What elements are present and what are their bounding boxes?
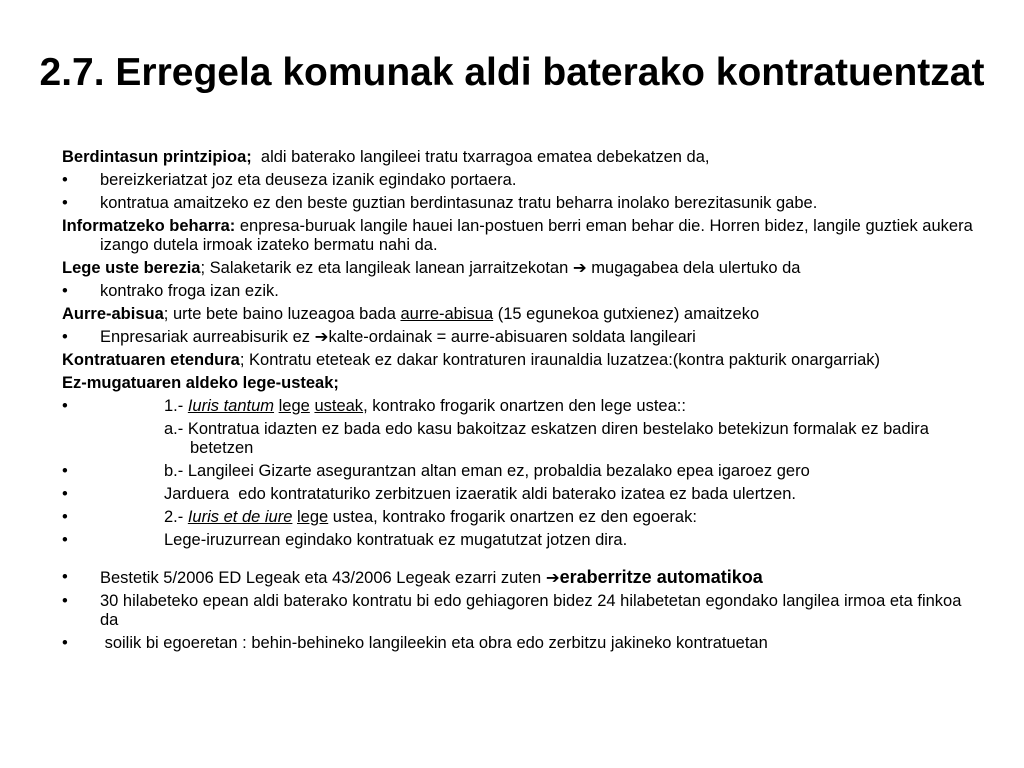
bullet-icon: • (62, 634, 68, 652)
line-informatzeko (62, 217, 982, 255)
bullet-icon: • (62, 485, 68, 503)
line-text: kontrako froga izan ezik. (100, 282, 279, 300)
arrow-right-icon: ➔ (314, 328, 329, 346)
line-text: Enpresariak aurreabisurik ez (100, 328, 315, 346)
bullet-icon: • (62, 508, 68, 526)
emphasized-term: eraberritze automatikoa (559, 567, 763, 587)
bullet-icon: • (62, 397, 68, 415)
list-item (62, 592, 982, 630)
underlined-term: lege (297, 508, 329, 526)
line-text: a.- Kontratua idazten ez bada edo kasu bakoitzaz eskatzen diren bestelako betekizun formalak ez badira betetzen (164, 420, 929, 457)
bullet-icon: • (62, 171, 68, 189)
slide-content (62, 148, 982, 657)
term-aurre-abisua: Aurre-abisua (62, 305, 164, 323)
line-aurre-abisua (62, 305, 982, 324)
arrow-right-icon: ➔ (545, 569, 560, 587)
list-item (62, 634, 982, 653)
list-item (62, 568, 982, 588)
underlined-term: lege (278, 397, 310, 415)
line-text: ; urte bete baino luzeagoa bada (163, 305, 401, 323)
line-sub-a (62, 420, 982, 458)
page-title: 2.7. Erregela komunak aldi baterako kontratuentzat (39, 51, 985, 94)
line-text: kalte-ordainak = aurre-abisuaren soldata langileari (328, 328, 696, 346)
list-item (62, 531, 982, 550)
underlined-term: aurre-abisua (400, 305, 494, 323)
line-text: Lege-iruzurrean egindako kontratuak ez mugatutzat jotzen dira. (164, 531, 628, 549)
line-ez-mugatuaren (62, 374, 982, 393)
list-item (62, 194, 982, 213)
term-etendura: Kontratuaren etendura (62, 351, 240, 369)
line-text: 1.- (164, 397, 188, 415)
line-text: ustea, kontrako frogarik onartzen ez den egoerak: (328, 508, 697, 526)
line-text: mugagabea dela ulertuko da (586, 259, 801, 277)
term-lege-uste: Lege uste berezia (62, 259, 201, 277)
line-text: enpresa-buruak langile hauei lan-postuen berri eman behar die. Horren bidez, langile guztiek aukera izango dutela irmoak izateko bermatu nahi da. (100, 217, 978, 254)
bullet-icon: • (62, 462, 68, 480)
list-item (62, 485, 982, 504)
list-item (62, 282, 982, 301)
line-kontratuaren-etendura (62, 351, 982, 370)
line-text: ; Salaketarik ez eta langileak lanean jarraitzekotan (200, 259, 573, 277)
bullet-icon: • (62, 282, 68, 300)
term-berdintasun: Berdintasun printzipioa; (62, 148, 252, 166)
line-text: 30 hilabeteko epean aldi baterako kontratu bi edo gehiagoren bidez 24 hilabetetan egondako langilea irmoa eta finkoa da (100, 592, 962, 629)
line-text: b.- Langileei Gizarte asegurantzan altan eman ez, probaldia bezalako epea igaroez gero (164, 462, 810, 480)
bullet-icon: • (62, 328, 68, 346)
term-informatzeko: Informatzeko beharra: (62, 217, 236, 235)
line-text: , kontrako frogarik onartzen den lege ustea:: (363, 397, 686, 415)
line-text: kontratua amaitzeko ez den beste guztian berdintasunaz tratu beharra inolako berezitasunik gabe. (100, 194, 818, 212)
bullet-icon: • (62, 531, 68, 549)
line-text: Bestetik 5/2006 ED Legeak eta 43/2006 Legeak ezarri zuten (100, 569, 546, 587)
list-item (62, 397, 982, 416)
bullet-icon: • (62, 592, 68, 610)
line-text: ; Kontratu eteteak ez dakar kontraturen iraunaldia luzatzea:(kontra pakturik onargarriak) (239, 351, 881, 369)
line-lege-uste (62, 259, 982, 278)
term-ez-mugatuaren: Ez-mugatuaren aldeko lege-usteak; (62, 374, 339, 392)
line-text: 2.- (164, 508, 188, 526)
latin-term: Iuris et de iure (187, 508, 293, 526)
latin-term: Iuris tantum (187, 397, 275, 415)
list-item (62, 171, 982, 190)
bullet-icon: • (62, 568, 68, 586)
list-item (62, 328, 982, 347)
line-text: (15 egunekoa gutxienez) amaitzeko (493, 305, 760, 323)
line-text: aldi baterako langileei tratu txarragoa ematea debekatzen da, (251, 148, 710, 166)
bullet-icon: • (62, 194, 68, 212)
list-item (62, 462, 982, 481)
line-text: bereizkeriatzat joz eta deuseza izanik egindako portaera. (100, 171, 517, 189)
arrow-right-icon: ➔ (572, 259, 587, 277)
line-text: Jarduera edo kontrataturiko zerbitzuen izaeratik aldi baterako izatea ez bada ulertzen. (164, 485, 796, 503)
list-item (62, 508, 982, 527)
line-text: soilik bi egoeretan : behin-behineko langileekin eta obra edo zerbitzu jakineko kontratuetan (100, 634, 768, 652)
underlined-term: usteak (314, 397, 364, 415)
line-berdintasun (62, 148, 982, 167)
